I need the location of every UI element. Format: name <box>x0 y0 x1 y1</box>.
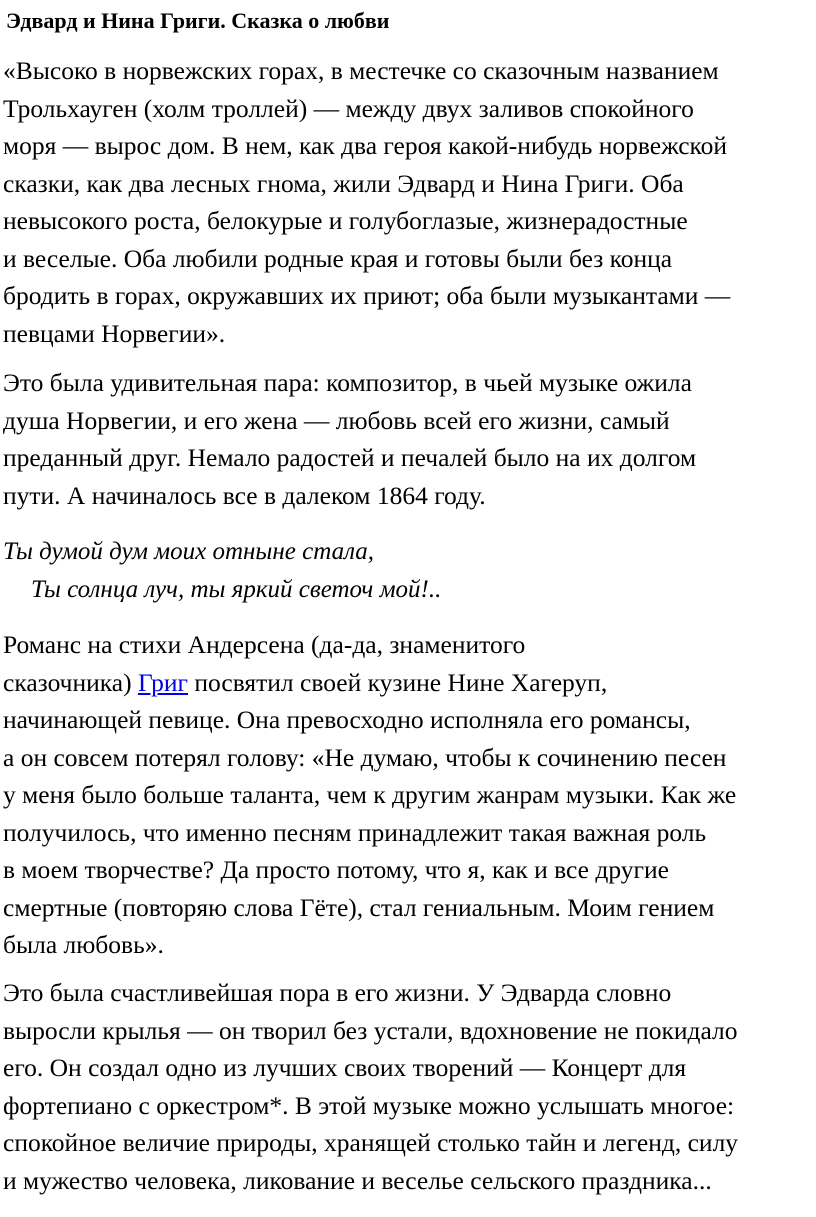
text-line: начинающей певице. Она превосходно исполняла его романсы, <box>3 705 691 734</box>
text-line: в моем творчестве? Да просто потому, что я, как и все другие <box>3 855 669 884</box>
text-line: а он совсем потерял голову: «Не думаю, чтобы к сочинению песен <box>3 742 727 772</box>
text-line: душа Норвегии, и его жена — любовь всей его жизни, самый <box>3 405 670 435</box>
text-line: спокойное величие природы, хранящей столько тайн и легенд, силу <box>3 1128 739 1157</box>
text-line: его. Он создал одно из лучших своих творений — Концерт для <box>3 1053 687 1082</box>
text-line: невысокого роста, белокурые и голубоглазые, жизнерадостные <box>3 206 688 235</box>
text-line: певцами Норвегии». <box>3 318 226 348</box>
text-line: фортепиано с оркестром*. В этой музыке можно услышать многое: <box>3 1090 735 1120</box>
text-line: пути. А начиналось все в далеком 1864 году. <box>3 480 486 510</box>
grieg-link[interactable]: Григ <box>137 667 188 697</box>
text-line: сказки, как два лесных гнома, жили Эдвард и Нина Григи. Оба <box>3 168 684 198</box>
article-title: Эдвард и Нина Григи. Сказка о любви <box>6 8 390 33</box>
text-line: получилось, что именно песням принадлежит такая важная роль <box>3 817 707 847</box>
paragraph-romance <box>3 626 736 964</box>
text-line: Трольхауген (холм троллей) — между двух заливов спокойного <box>3 93 694 123</box>
text-line: «Высоко в норвежских горах, в местечке со сказочным названием <box>3 56 719 85</box>
paragraph-quote-intro <box>3 52 730 352</box>
text-fragment: посвятил своей кузине Нине Хагеруп, <box>187 667 608 697</box>
text-line: смертные (повторяю слова Гёте), стал гениальным. Моим гением <box>3 892 715 922</box>
poem-line: Ты солнца луч, ты яркий светоч мой!.. <box>31 575 442 603</box>
text-line: у меня было больше таланта, чем к другим жанрам музыки. Как же <box>3 780 737 809</box>
text-line: преданный друг. Немало радостей и печалей было на их долгом <box>3 443 697 472</box>
text-line: и веселые. Оба любили родные края и готовы были без конца <box>3 243 673 273</box>
text-line: Это была счастливейшая пора в его жизни. У Эдварда словно <box>3 978 672 1007</box>
text-line: бродить в горах, окружавших их приют; оба были музыкантами — <box>3 281 731 310</box>
text-line: выросли крылья — он творил без устали, вдохновение не покидало <box>3 1015 738 1045</box>
text-line: и мужество человека, ликование и веселье сельского праздника... <box>3 1165 712 1195</box>
paragraph-couple <box>3 364 696 514</box>
text-line: Это была удивительная пара: композитор, в чьей музыке ожила <box>3 368 692 397</box>
paragraph-happiest-time <box>3 974 738 1199</box>
text-line: моря — вырос дом. В нем, как два героя какой-нибудь норвежской <box>3 131 728 160</box>
poem-line: Ты думой дум моих отныне стала, <box>3 538 375 565</box>
text-fragment: сказочника) <box>3 667 138 697</box>
text-line-with-link <box>3 664 736 702</box>
text-line: Романс на стихи Андерсена (да-да, знаменитого <box>3 630 526 659</box>
poem-excerpt <box>3 533 441 608</box>
text-line: была любовь». <box>3 930 164 959</box>
